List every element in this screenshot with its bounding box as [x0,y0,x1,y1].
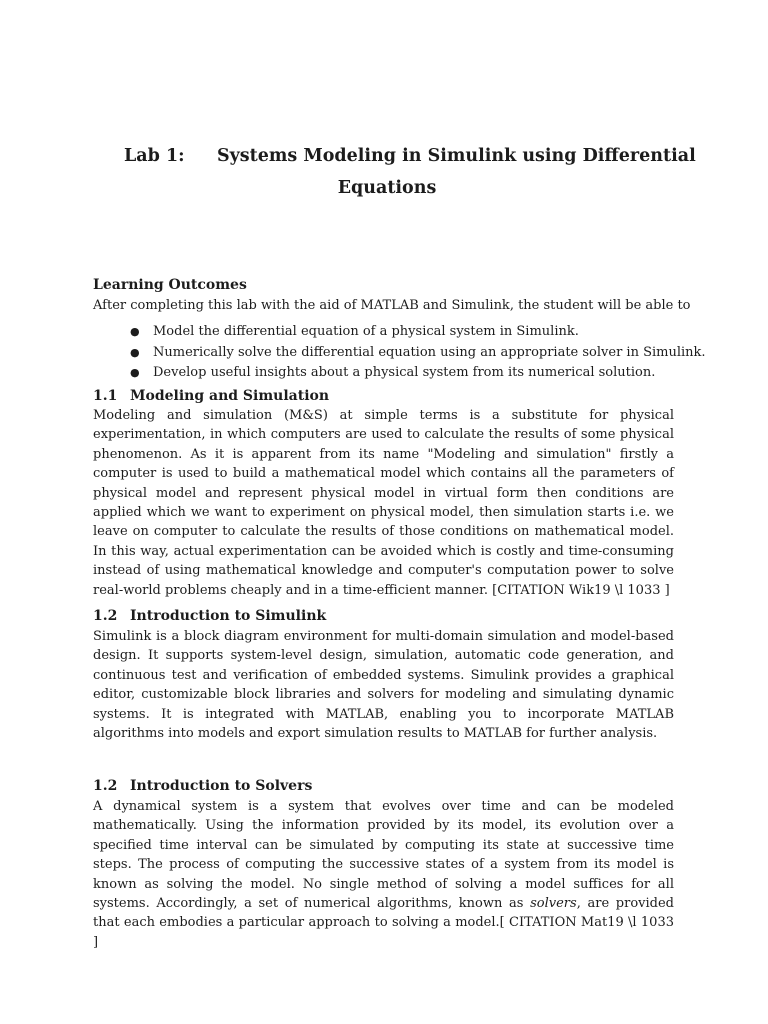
list-item-text: Model the differential equation of a physical system in Simulink. [153,324,579,339]
section-number: 1.2 [93,608,118,624]
list-item-text: Develop useful insights about a physical system from its numerical solution. [153,365,656,381]
lab-title-line-2: Equations [337,178,437,198]
bullet-icon: ● [130,325,140,338]
bullet-icon: ● [130,345,140,359]
list-item [93,363,706,384]
learning-outcomes-intro: After completing this lab with the aid of MATLAB and Simulink, the student will be able to [93,298,691,313]
section-1-1-heading [93,387,329,405]
body-text: , are provided that each embodies a particular approach to solving a model.[ CITATION Mat19 \l 1033 ] [93,896,674,950]
section-1-1-body: Modeling and simulation (M&S) at simple terms is a substitute for physical experimentation, in which computers are used to calculate the results of some physical phenomenon. As it is apparent from its name "Modeling and simulation" firstly a computer is used to build a mathematical model which contains all the parameters of physical model and represent physical model in virtual form then conditions are applied which we want to experiment on physical model, then simulation starts i.e. we leave on computer to calculate the results of those conditions on mathematical model. In this way, actual experimentation can be avoided which is costly and time-consuming instead of using mathematical knowledge and computer's computation power to solve real-world problems cheaply and in a time-efficient manner. [CITATION Wik19 \l 1033 ] [93,408,674,598]
section-title: Introduction to Simulink [130,608,327,624]
bullet-icon: ● [130,366,140,380]
section-title: Modeling and Simulation [130,388,330,404]
list-item [93,322,706,343]
list-item [93,343,706,364]
body-text: A dynamical system is a system that evolves over time and can be modeled mathematically. Using the information provided by its model, its evolution over a specified time interval can be simulated by computing its state at successive time steps. The process of computing the successive states of a system from its model is known as solving the model. No single method of solving a model suffices for all systems. Accordingly, a set of numerical algorithms, known as [93,799,674,912]
section-1-2-simulink-body: Simulink is a block diagram environment for multi-domain simulation and model-based design. It supports system-level design, simulation, automatic code generation, and continuous test and verification of embedded systems. Simulink provides a graphical editor, customizable block libraries and solvers for modeling and simulating dynamic systems. It is integrated with MATLAB, enabling you to incorporate MATLAB algorithms into models and export simulation results to MATLAB for further analysis. [93,629,674,742]
lab-number: Lab 1: [124,146,185,166]
section-number: 1.2 [93,778,118,794]
lab-title [0,140,768,204]
section-1-2-simulink-heading [93,607,326,625]
lab-title-text: Systems Modeling in Simulink using Differential [217,146,696,166]
list-item-text: Numerically solve the differential equation using an appropriate solver in Simulink. [153,344,706,360]
section-title: Introduction to Solvers [130,778,313,794]
section-1-2-solvers-body [93,797,674,952]
lab-title-line-1 [0,140,768,172]
learning-outcomes-list [93,322,706,384]
section-1-2-solvers-heading [93,777,312,795]
solvers-emphasis: solvers [530,896,577,912]
section-number: 1.1 [93,388,118,404]
learning-outcomes-heading: Learning Outcomes [93,277,247,293]
